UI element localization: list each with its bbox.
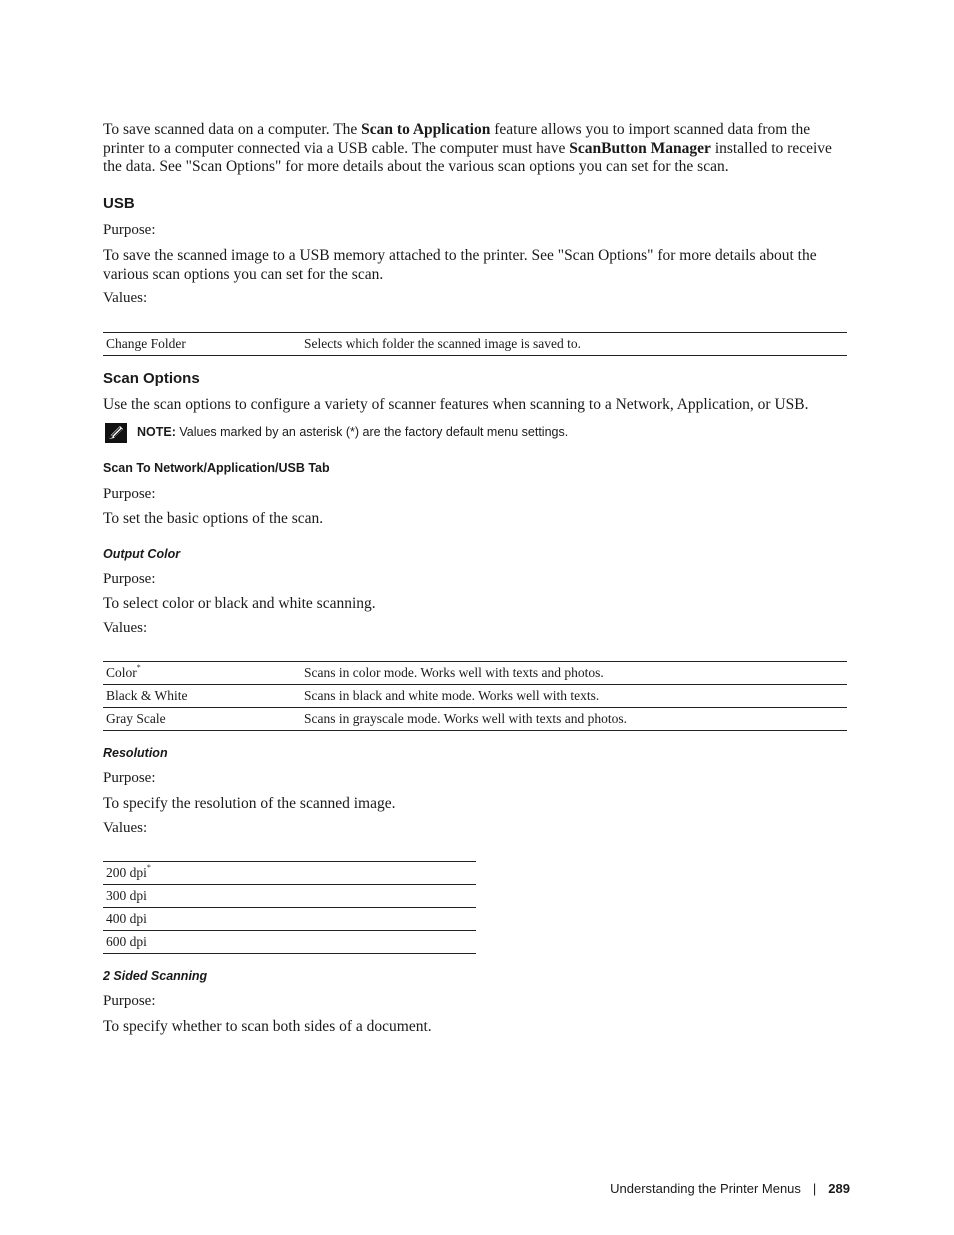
default-asterisk: * <box>136 663 141 672</box>
note-label: NOTE: <box>137 425 176 439</box>
scan-options-heading: Scan Options <box>103 370 200 387</box>
value-description: Scans in black and white mode. Works well with texts. <box>301 685 847 708</box>
note-text: Values marked by an asterisk (*) are the factory default menu settings. <box>175 425 569 439</box>
value-description: Selects which folder the scanned image is saved to. <box>301 333 847 356</box>
value-name: Black & White <box>103 685 301 708</box>
table-row <box>103 685 847 708</box>
value-name-text: Color <box>106 665 137 680</box>
value-name <box>103 662 301 685</box>
two-sided-purpose-label: Purpose: <box>103 993 156 1009</box>
value-name <box>103 862 476 885</box>
value-name-text: 200 dpi <box>106 865 147 880</box>
output-color-heading: Output Color <box>103 547 181 561</box>
tab-heading: Scan To Network/Application/USB Tab <box>103 461 330 475</box>
intro-text-2: feature allows you to import scanned data from the printer to a computer connected via a USB cable. The computer must have <box>103 121 811 157</box>
intro-text-1: To save scanned data on a computer. The <box>103 121 362 138</box>
default-asterisk: * <box>146 863 151 872</box>
scan-options-text: Use the scan options to configure a variety of scanner features when scanning to a Network, Application, or USB. <box>103 396 809 413</box>
value-description: Scans in grayscale mode. Works well with texts and photos. <box>301 708 847 731</box>
note-line <box>137 425 568 439</box>
tab-purpose-label: Purpose: <box>103 486 156 502</box>
table-row <box>103 333 847 356</box>
resolution-values-label: Values: <box>103 820 148 836</box>
resolution-heading: Resolution <box>103 746 168 760</box>
usb-purpose-label: Purpose: <box>103 222 156 238</box>
note-pencil-icon <box>105 423 127 443</box>
intro-bold-scan-to-application: Scan to Application <box>361 121 491 138</box>
resolution-purpose-text: To specify the resolution of the scanned image. <box>103 795 396 812</box>
intro-text-3: installed to receive the data. See "Scan Options" for more details about the various scan options you can set for the scan. <box>103 139 832 175</box>
usb-values-table <box>103 332 847 356</box>
footer-section-title: Understanding the Printer Menus <box>610 1181 801 1196</box>
value-name: 300 dpi <box>103 885 476 908</box>
table-row <box>103 908 476 931</box>
value-name: Gray Scale <box>103 708 301 731</box>
tab-purpose-text: To set the basic options of the scan. <box>103 510 324 527</box>
output-color-purpose-label: Purpose: <box>103 571 156 587</box>
table-row <box>103 708 847 731</box>
two-sided-heading: 2 Sided Scanning <box>103 969 208 983</box>
table-row <box>103 662 847 685</box>
value-name: 600 dpi <box>103 931 476 954</box>
table-row <box>103 862 476 885</box>
table-row <box>103 931 476 954</box>
footer-separator: | <box>812 1181 817 1196</box>
value-description: Scans in color mode. Works well with texts and photos. <box>301 662 847 685</box>
usb-purpose-text: To save the scanned image to a USB memory attached to the printer. See "Scan Options" for more details about the various scan options you can set for the scan. <box>103 247 817 283</box>
resolution-values-table <box>103 861 476 954</box>
two-sided-purpose-text: To specify whether to scan both sides of a document. <box>103 1018 432 1035</box>
value-name: 400 dpi <box>103 908 476 931</box>
usb-values-label: Values: <box>103 290 148 306</box>
intro-paragraph <box>103 121 853 177</box>
resolution-purpose-label: Purpose: <box>103 770 156 786</box>
value-name: Change Folder <box>103 333 301 356</box>
table-row <box>103 885 476 908</box>
footer-page-number: 289 <box>828 1181 850 1196</box>
output-color-values-table <box>103 661 847 731</box>
intro-bold-scanbutton-manager: ScanButton Manager <box>569 139 711 157</box>
output-color-purpose-text: To select color or black and white scanning. <box>103 595 376 612</box>
output-color-values-label: Values: <box>103 620 148 636</box>
usb-heading: USB <box>103 195 135 212</box>
page-footer <box>610 1181 850 1196</box>
